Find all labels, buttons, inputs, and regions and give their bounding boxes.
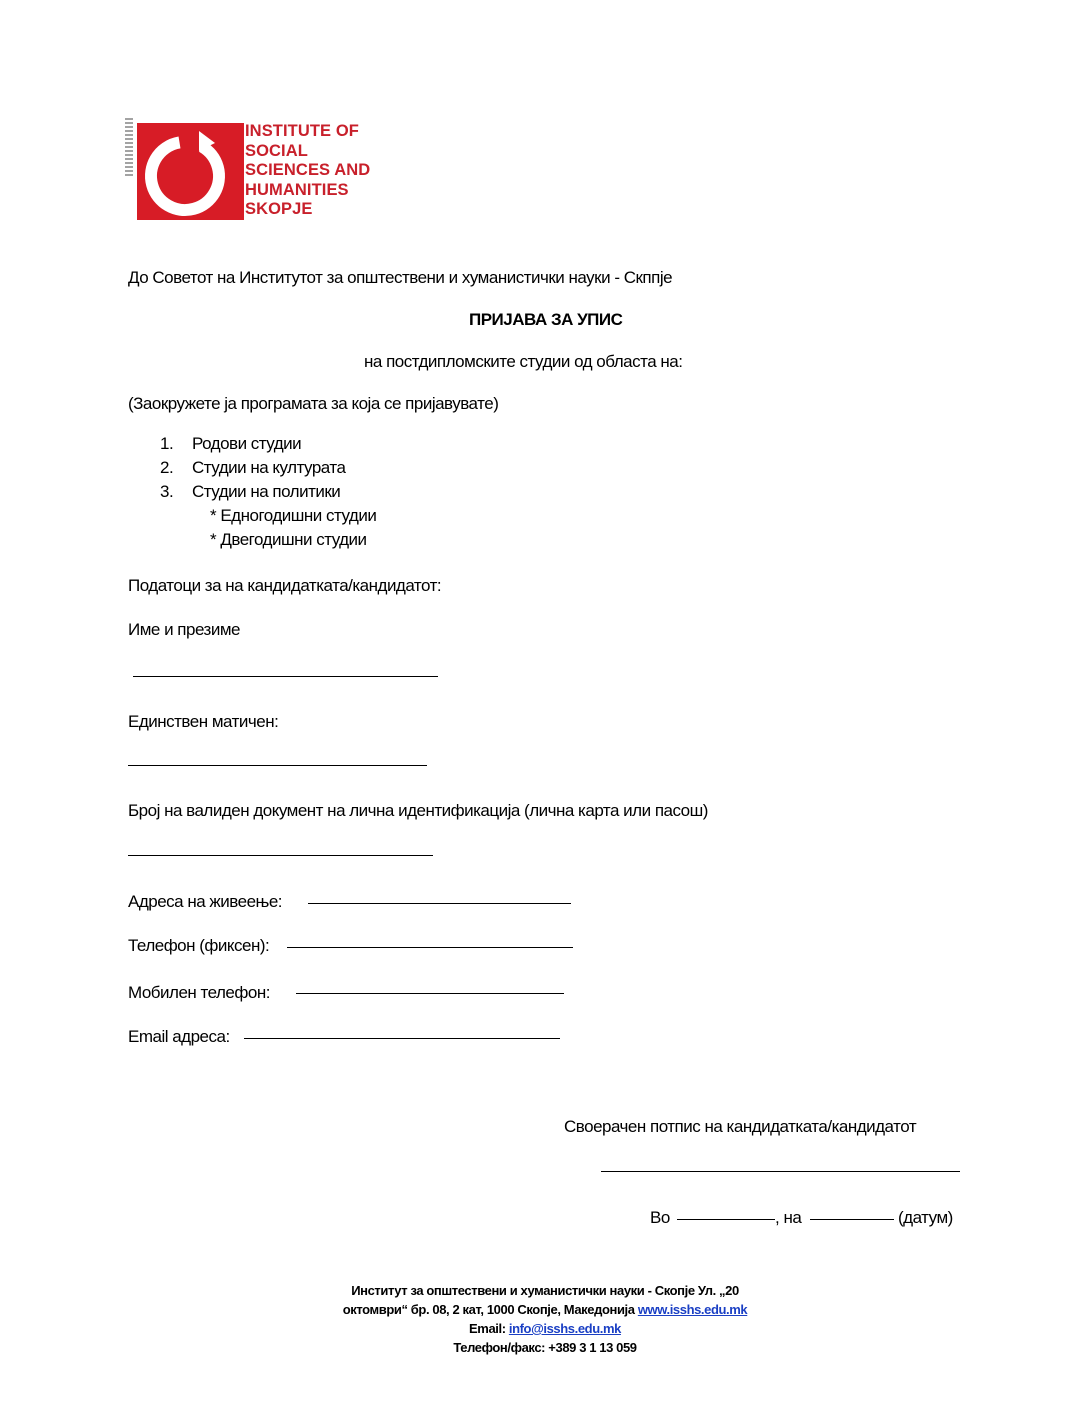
sub-option-one-year[interactable]: * Едногодишни студии (210, 506, 377, 525)
sub-option-two-year[interactable]: * Двегодишни студии (210, 530, 367, 549)
logo-text-line: SCIENCES AND (245, 161, 371, 179)
footer-email-label: Email: (469, 1321, 506, 1336)
logo-text-line: INSTITUTE OF (245, 122, 359, 140)
website-link[interactable]: www.isshs.edu.mk (637, 1302, 748, 1317)
program-number: 3. (160, 482, 174, 501)
program-option-3[interactable] (160, 482, 340, 502)
logo-text-line: HUMANITIES (245, 180, 349, 199)
date-field[interactable] (810, 1219, 894, 1220)
mobile-field[interactable] (296, 993, 564, 994)
place-field[interactable] (677, 1219, 775, 1220)
document-number-label: Број на валиден документ на лична идентификација (лична карта или пасош) (128, 801, 708, 820)
email-label: Email адреса: (128, 1027, 230, 1046)
program-label: Студии на политики (192, 482, 341, 501)
mobile-label: Мобилен телефон: (128, 983, 270, 1002)
logo-text (245, 122, 370, 220)
full-name-field[interactable] (133, 676, 438, 677)
address-label: Адреса на живеење: (128, 892, 283, 911)
program-number: 1. (160, 434, 174, 453)
logo-vertical-text (125, 118, 133, 178)
email-link[interactable]: info@isshs.edu.mk (508, 1321, 621, 1336)
footer-contact (290, 1281, 800, 1357)
full-name-label: Име и презиме (128, 620, 240, 639)
form-title: ПРИЈАВА ЗА УПИС (469, 310, 623, 329)
date-suffix: (датум) (898, 1208, 953, 1227)
institute-logo (125, 118, 385, 220)
phone-fixed-label: Телефон (фиксен): (128, 936, 270, 955)
program-label: Родови студии (192, 434, 302, 453)
footer-address-line-2 (290, 1300, 800, 1319)
footer-phone: Телефон/факс: +389 3 1 13 059 (453, 1340, 637, 1355)
form-subtitle: на постдипломските студии од областа на: (364, 352, 683, 371)
document-number-field[interactable] (128, 855, 433, 856)
footer-address-text: октомври“ бр. 08, 2 кат, 1000 Скопје, Македонија (342, 1302, 635, 1317)
date-prefix: , на (775, 1208, 802, 1227)
addressee: До Советот на Институтот за општествени и хуманистички науки - Скппје (128, 268, 673, 287)
program-option-2[interactable] (160, 458, 345, 478)
personal-id-field[interactable] (128, 765, 427, 766)
address-field[interactable] (308, 903, 571, 904)
footer-address-line-1: Институт за општествени и хуманистички науки - Скопје Ул. „20 (351, 1283, 739, 1298)
candidate-section-heading: Податоци за на кандидатката/кандидатот: (128, 576, 442, 595)
email-field[interactable] (244, 1038, 560, 1039)
footer-email-line (290, 1319, 800, 1338)
program-option-1[interactable] (160, 434, 301, 454)
personal-id-label: Единствен матичен: (128, 712, 279, 731)
signature-field[interactable] (601, 1171, 960, 1172)
instruction-text: (Заокружете ја програмата за која се пријавувате) (128, 394, 499, 413)
logo-text-line: SKOPJE (245, 200, 313, 218)
place-prefix: Во (650, 1208, 670, 1227)
logo-circle-arrow-icon (137, 123, 244, 220)
logo-text-line: SOCIAL (245, 141, 308, 160)
phone-fixed-field[interactable] (287, 947, 573, 948)
signature-label: Своерачен потпис на кандидатката/кандидатот (564, 1117, 917, 1136)
program-number: 2. (160, 458, 174, 477)
program-label: Студии на културата (192, 458, 346, 477)
